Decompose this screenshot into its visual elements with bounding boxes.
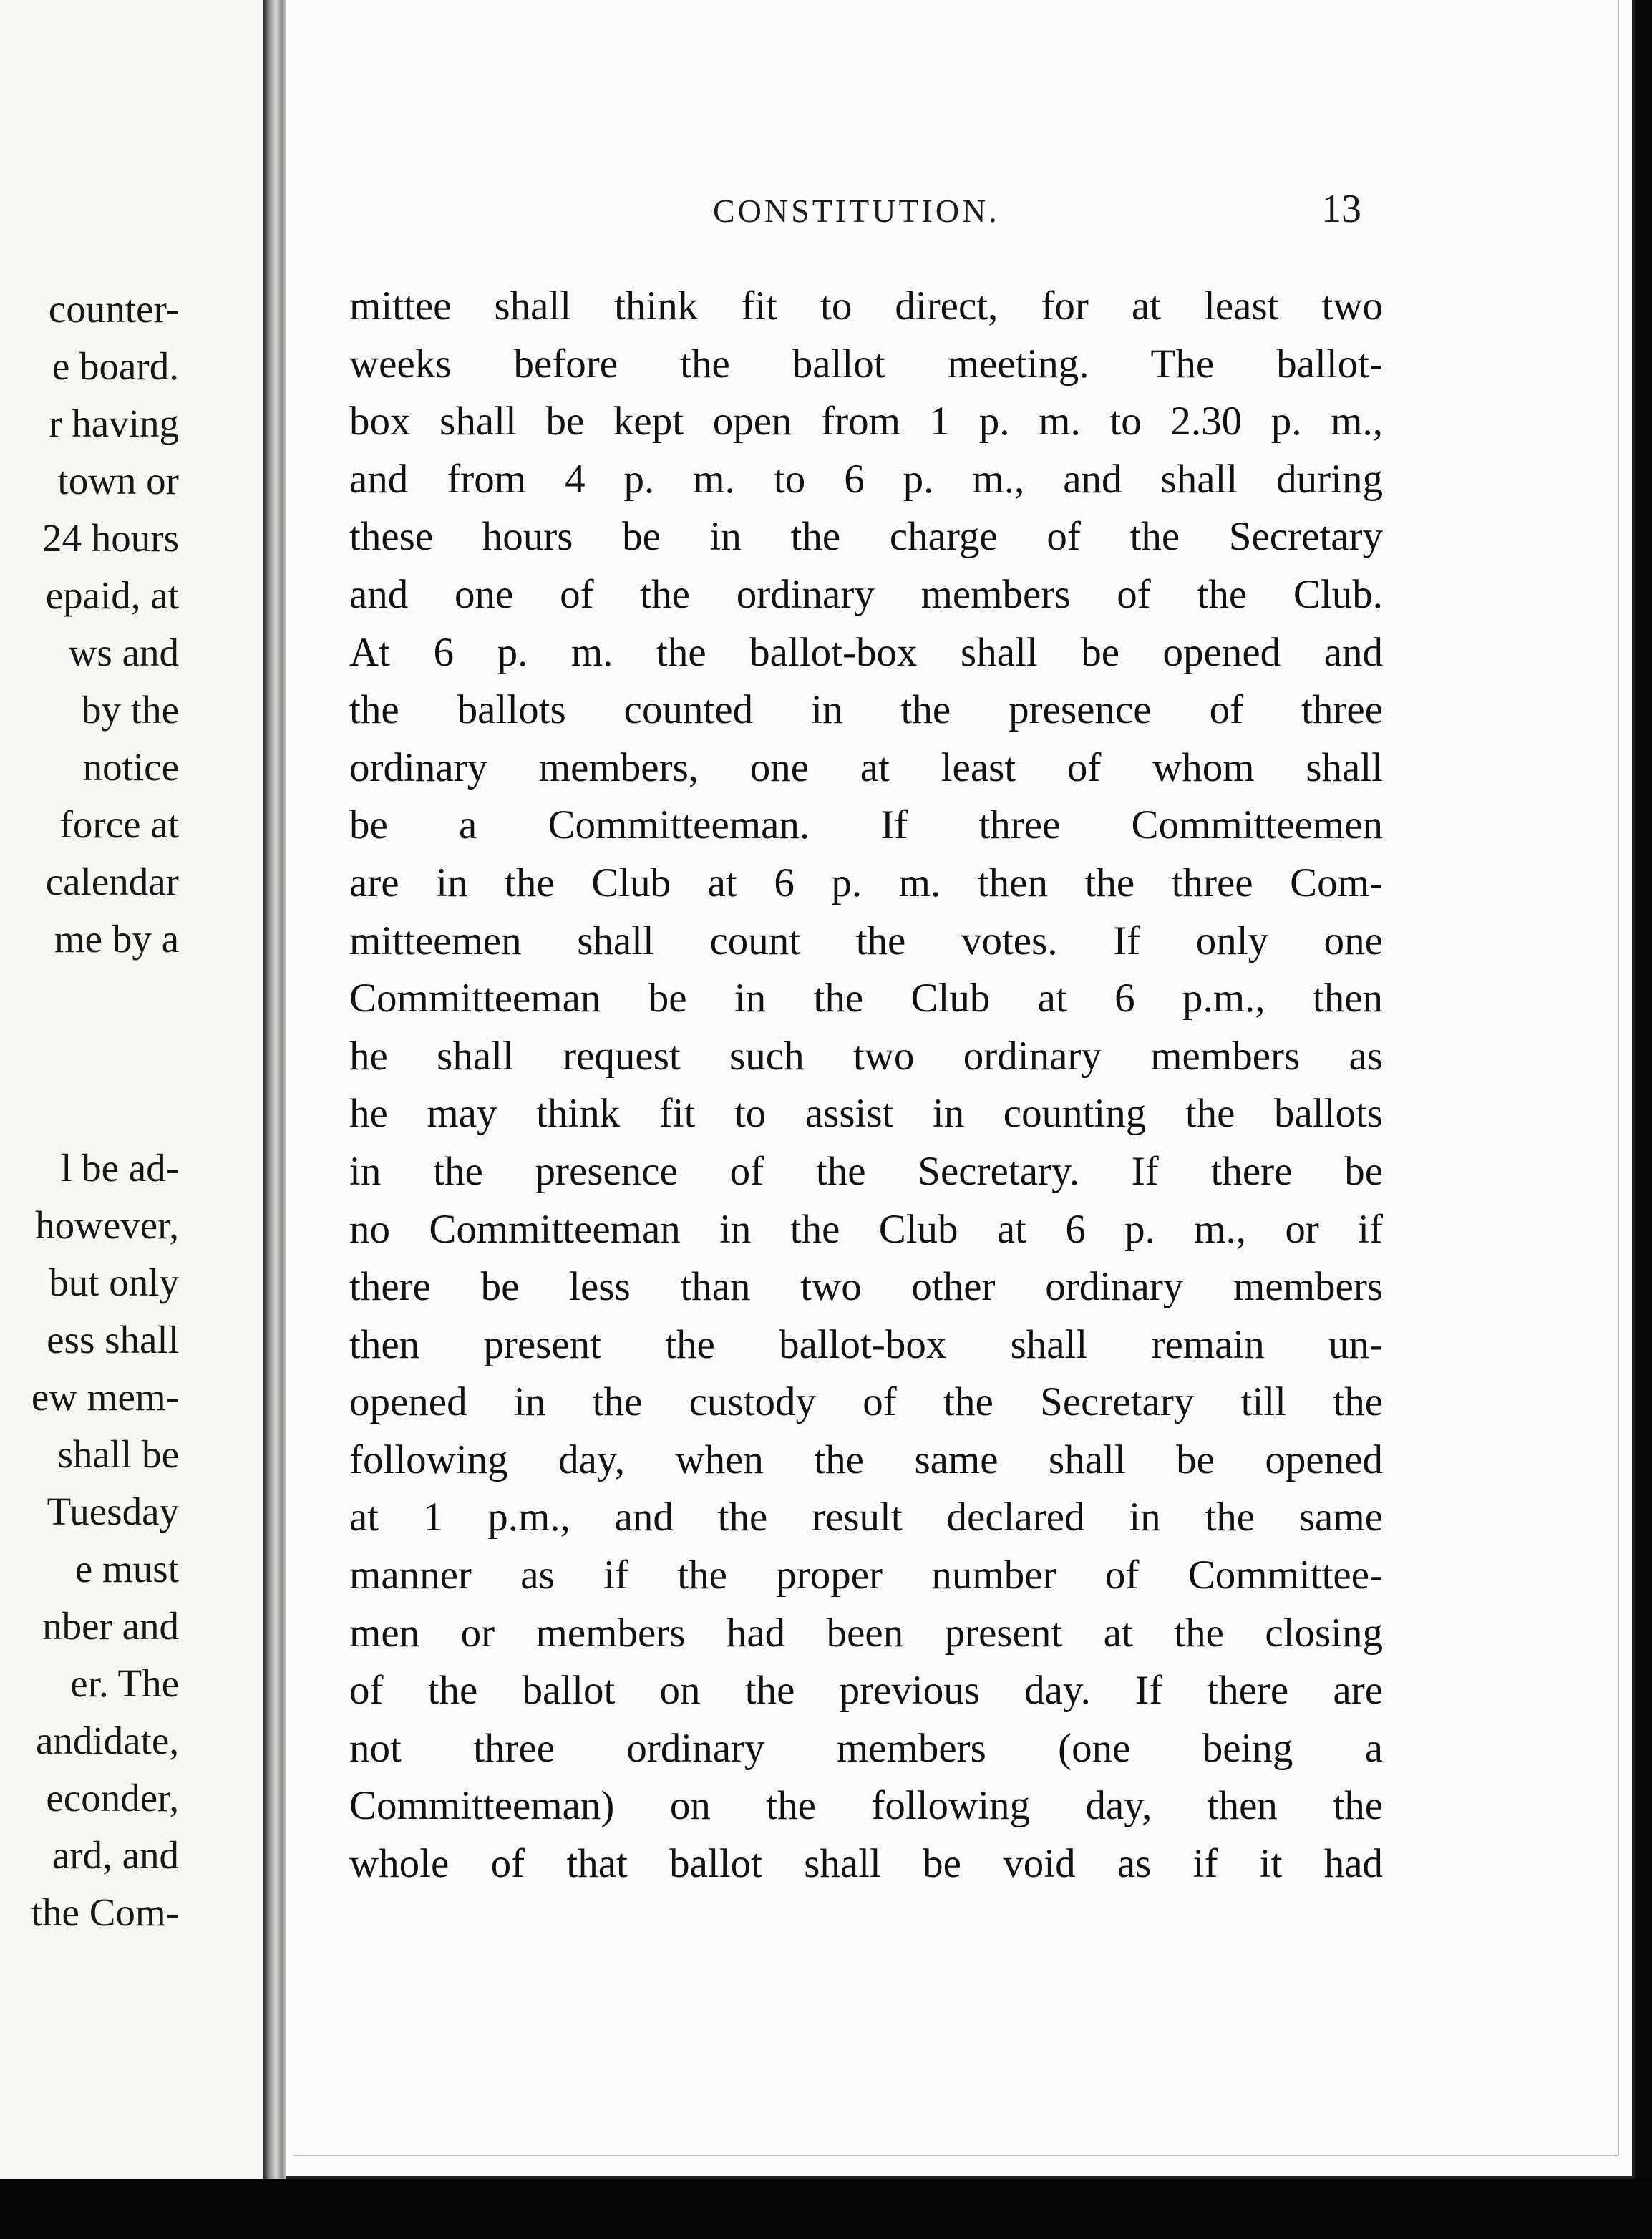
text-line: then present the ballot-box shall remain un- <box>349 1321 1383 1367</box>
text-line: ordinary members, one at least of whom shall <box>349 744 1383 790</box>
left-line: epaid, at <box>45 573 179 617</box>
text-line: of the ballot on the previous day. If there are <box>349 1668 1383 1714</box>
book-gutter <box>263 0 286 2239</box>
left-line: shall be <box>57 1432 179 1476</box>
left-line: l be ad- <box>61 1146 179 1190</box>
text-line: Committeeman be in the Club at 6 p.m., then <box>349 976 1383 1021</box>
left-line: calendar <box>45 860 179 903</box>
text-line: the ballots counted in the presence of three <box>349 687 1383 733</box>
left-page-text <box>0 281 179 1941</box>
left-line: ws and <box>68 631 179 674</box>
left-line: however, <box>35 1203 179 1247</box>
scan-bottom-edge <box>0 2179 1652 2239</box>
text-line: these hours be in the charge of the Secretary <box>349 514 1383 560</box>
text-line: At 6 p. m. the ballot-box shall be opened and <box>349 629 1383 675</box>
page-number: 13 <box>1321 187 1361 231</box>
left-line: force at <box>59 802 179 846</box>
left-line: town or <box>57 459 179 502</box>
left-facing-page <box>0 0 263 2239</box>
left-line: ard, and <box>52 1833 179 1877</box>
left-line: but only <box>49 1261 179 1304</box>
left-line: Tuesday <box>47 1490 179 1533</box>
text-line: manner as if the proper number of Committee- <box>349 1553 1383 1598</box>
text-line: there be less than two other ordinary members <box>349 1264 1383 1310</box>
left-line: ess shall <box>47 1318 179 1361</box>
text-line: and from 4 p. m. to 6 p. m., and shall during <box>349 456 1383 502</box>
text-line: box shall be kept open from 1 p. m. to 2.30 p. m., <box>349 399 1383 445</box>
running-head-title: CONSTITUTION. <box>713 193 1000 229</box>
left-line: e must <box>74 1547 179 1590</box>
left-line: 24 hours <box>42 516 179 560</box>
left-line: ew mem- <box>31 1375 179 1419</box>
left-line: counter- <box>48 287 179 331</box>
text-line: are in the Club at 6 p. m. then the three Com- <box>349 860 1383 905</box>
text-line: and one of the ordinary members of the Club. <box>349 571 1383 617</box>
body-text <box>349 278 1383 1893</box>
text-line: whole of that ballot shall be void as if it had <box>349 1841 1383 1887</box>
text-line: Committeeman) on the following day, then the <box>349 1783 1383 1829</box>
text-line: he may think fit to assist in counting the ballots <box>349 1091 1383 1137</box>
left-line: me by a <box>54 917 179 961</box>
left-line: notice <box>82 745 179 789</box>
text-line: at 1 p.m., and the result declared in the same <box>349 1495 1383 1540</box>
text-line: be a Committeeman. If three Committeemen <box>349 802 1383 848</box>
left-line: econder, <box>46 1776 179 1820</box>
text-line: weeks before the ballot meeting. The ballot- <box>349 341 1383 387</box>
text-line: men or members had been present at the closing <box>349 1610 1383 1656</box>
text-line: not three ordinary members (one being a <box>349 1725 1383 1771</box>
text-line: opened in the custody of the Secretary till the <box>349 1379 1383 1425</box>
text-line: no Committeeman in the Club at 6 p. m., or if <box>349 1206 1383 1252</box>
left-line: er. The <box>70 1661 179 1705</box>
paragraph-gap <box>0 968 179 1140</box>
left-line: r having <box>49 402 179 445</box>
left-line: by the <box>82 688 179 732</box>
text-line: in the presence of the Secretary. If there be <box>349 1148 1383 1194</box>
text-line: mitteemen shall count the votes. If only one <box>349 918 1383 963</box>
text-line: following day, when the same shall be opened <box>349 1437 1383 1482</box>
right-page <box>286 0 1635 2179</box>
left-line: the Com- <box>31 1890 179 1934</box>
text-line: mittee shall think fit to direct, for at least two <box>349 283 1383 329</box>
left-line: andidate, <box>35 1719 179 1762</box>
text-line: he shall request such two ordinary members as <box>349 1033 1383 1079</box>
left-line: nber and <box>42 1604 179 1648</box>
running-head <box>286 187 1632 242</box>
left-line: e board. <box>52 344 179 388</box>
